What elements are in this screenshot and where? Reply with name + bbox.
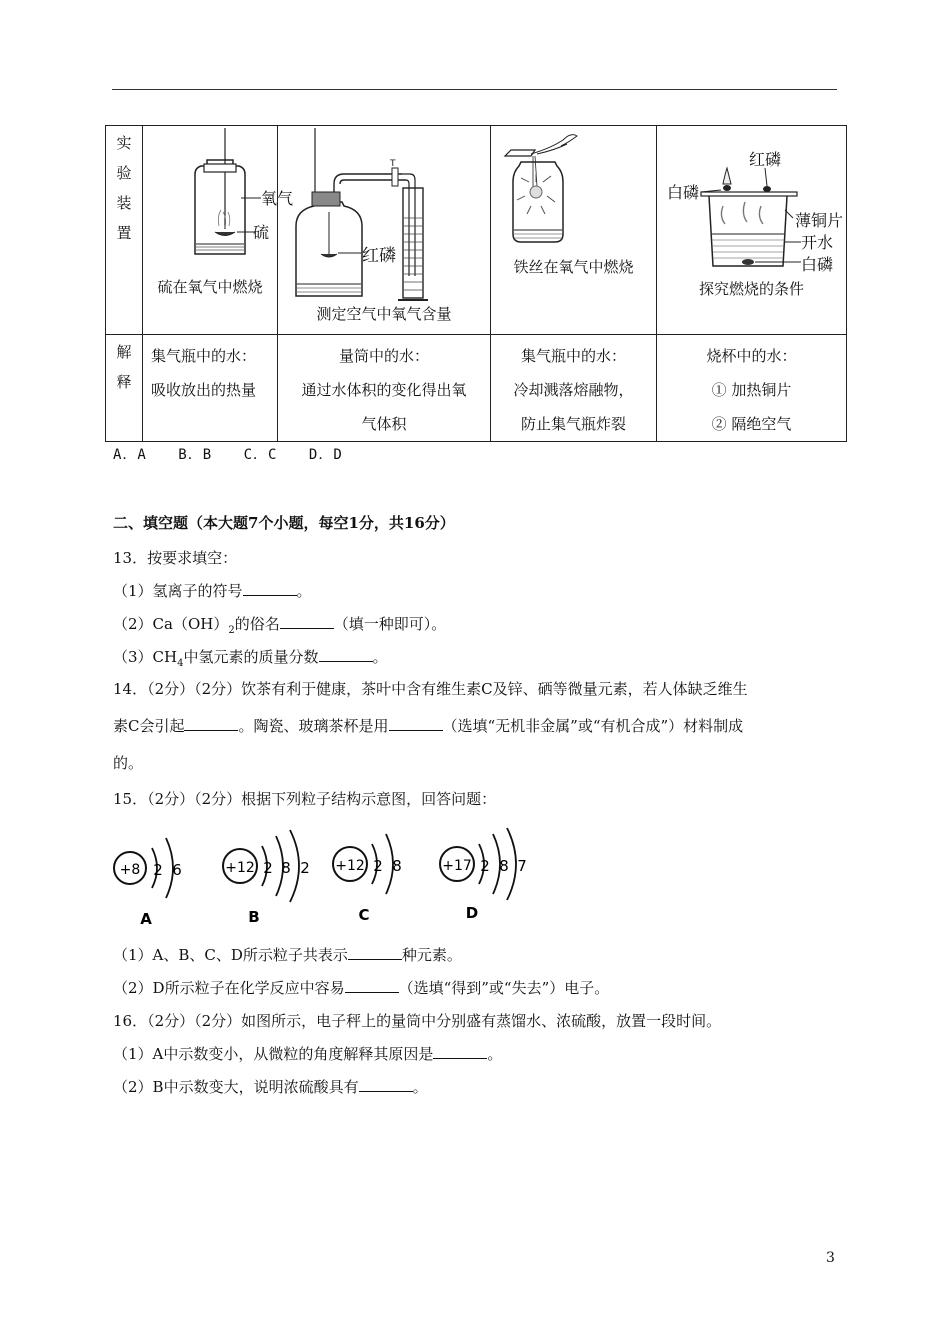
particle-a bbox=[114, 838, 182, 928]
particle-c bbox=[333, 834, 402, 924]
caption-oxygen-content: 测定空气中氧气含量 bbox=[316, 305, 452, 323]
caption-combustion: 探究燃烧的条件 bbox=[698, 280, 804, 298]
q15-stem: 15．（2分）（2分）根据下列粒子结构示意图，回答问题： bbox=[113, 790, 497, 808]
svg-text:D: D bbox=[465, 904, 479, 922]
q13-stem: 13．按要求填空： bbox=[113, 549, 238, 567]
answer-blank[interactable] bbox=[243, 581, 297, 596]
svg-text:开水: 开水 bbox=[801, 233, 834, 252]
svg-text:2: 2 bbox=[300, 859, 310, 877]
oxygen-content-illustration bbox=[278, 126, 491, 301]
q13-part3: $(3)CH_4$中氢元素的质量分数 。 bbox=[113, 648, 388, 669]
svg-text:8: 8 bbox=[281, 859, 291, 877]
answer-blank[interactable] bbox=[319, 647, 373, 662]
explain-sulfur: 集气瓶中的水： 吸收放出的热量 bbox=[143, 335, 278, 442]
answer-blank[interactable] bbox=[348, 945, 402, 960]
explain-combustion: 烧杯中的水： ① 加热铜片 ② 隔绝空气 bbox=[657, 335, 847, 442]
svg-text:+12: +12 bbox=[335, 858, 365, 874]
particle-b bbox=[223, 830, 310, 926]
explain-oxygen-content: 量筒中的水： 通过水体积的变化得出氧 气体积 bbox=[278, 335, 491, 442]
row-header-explanation: 解 释 bbox=[106, 335, 143, 442]
page-number: 3 bbox=[826, 1250, 835, 1266]
svg-text:薄铜片: 薄铜片 bbox=[795, 211, 844, 230]
svg-text:+12: +12 bbox=[225, 860, 255, 876]
answer-options bbox=[113, 444, 365, 464]
apparatus-oxygen-content bbox=[278, 126, 491, 335]
option-d[interactable]: D．D bbox=[308, 447, 343, 463]
row-header-apparatus: 实 验 装 置 bbox=[106, 126, 143, 335]
section-title: 二、填空题（本大题7个小题，每空1分，共16分） bbox=[113, 514, 455, 532]
svg-text:+8: +8 bbox=[119, 862, 141, 878]
option-b[interactable]: B．B bbox=[178, 447, 213, 463]
svg-text:红磷: 红磷 bbox=[749, 150, 782, 169]
svg-text:2: 2 bbox=[373, 857, 383, 875]
answer-blank[interactable] bbox=[433, 1044, 487, 1059]
combustion-illustration bbox=[657, 126, 847, 276]
svg-text:8: 8 bbox=[392, 857, 402, 875]
caption-iron-wire: 铁丝在氧气中燃烧 bbox=[513, 258, 634, 276]
svg-text:6: 6 bbox=[172, 861, 182, 879]
svg-text:红磷: 红磷 bbox=[362, 246, 396, 266]
experiment-table bbox=[105, 125, 847, 442]
svg-text:硫: 硫 bbox=[253, 223, 270, 242]
answer-blank[interactable] bbox=[280, 614, 334, 629]
q16-part2: （2）B中示数变大，说明浓硫酸具有 。 bbox=[113, 1078, 428, 1096]
q16-stem: 16．（2分）（2分）如图所示，电子秤上的量筒中分别盛有蒸馏水、浓硫酸，放置一段时间。 bbox=[113, 1012, 722, 1030]
svg-text:氧气: 氧气 bbox=[261, 189, 294, 208]
svg-text:+17: +17 bbox=[442, 858, 472, 874]
explain-iron-wire: 集气瓶中的水： 冷却溅落熔融物， 防止集气瓶炸裂 bbox=[491, 335, 657, 442]
q15-part2: （2）D所示粒子在化学反应中容易 （选填“得到”或“失去”）电子。 bbox=[113, 979, 610, 997]
svg-text:白磷: 白磷 bbox=[801, 255, 834, 274]
sulfur-bottle-illustration bbox=[143, 126, 294, 276]
particle-diagrams bbox=[108, 820, 548, 928]
svg-text:2: 2 bbox=[153, 861, 163, 879]
answer-blank[interactable] bbox=[389, 716, 443, 731]
svg-text:2: 2 bbox=[480, 857, 490, 875]
header-rule bbox=[112, 89, 837, 90]
answer-blank[interactable] bbox=[184, 716, 238, 731]
q16-part1: （1）A中示数变小，从微粒的角度解释其原因是 。 bbox=[113, 1045, 503, 1063]
svg-text:C: C bbox=[358, 906, 370, 924]
svg-text:7: 7 bbox=[517, 857, 527, 875]
apparatus-iron-wire bbox=[491, 126, 657, 335]
particle-d bbox=[440, 828, 527, 922]
answer-blank[interactable] bbox=[359, 1077, 413, 1092]
svg-text:T: T bbox=[390, 159, 396, 169]
q13-part2: $(2)Ca(OH)_2$的俗名 （填一种即可）。 bbox=[113, 615, 447, 636]
iron-wire-illustration bbox=[491, 126, 657, 251]
apparatus-sulfur bbox=[143, 126, 294, 335]
option-c[interactable]: C．C bbox=[243, 447, 278, 463]
q13-part1: （1）氢离子的符号 。 bbox=[113, 582, 312, 600]
svg-text:8: 8 bbox=[499, 857, 509, 875]
svg-text:B: B bbox=[248, 908, 260, 926]
svg-text:A: A bbox=[140, 910, 152, 928]
svg-text:白磷: 白磷 bbox=[667, 183, 700, 202]
option-a[interactable]: A．A bbox=[113, 447, 147, 463]
caption-sulfur: 硫在氧气中燃烧 bbox=[157, 278, 263, 296]
q15-part1: （1）A、B、C、D所示粒子共表示 种元素。 bbox=[113, 946, 462, 964]
apparatus-combustion bbox=[657, 126, 847, 335]
q14: 14．（2分）（2分）饮茶有利于健康，茶叶中含有维生素C及锌、硒等微量元素，若人体缺乏维生 素C会引起 。陶瓷、玻璃茶杯是用 （选填“无机非金属”或“有机合成”）材料制成 的。 bbox=[113, 680, 748, 772]
svg-text:2: 2 bbox=[263, 859, 273, 877]
answer-blank[interactable] bbox=[345, 978, 399, 993]
